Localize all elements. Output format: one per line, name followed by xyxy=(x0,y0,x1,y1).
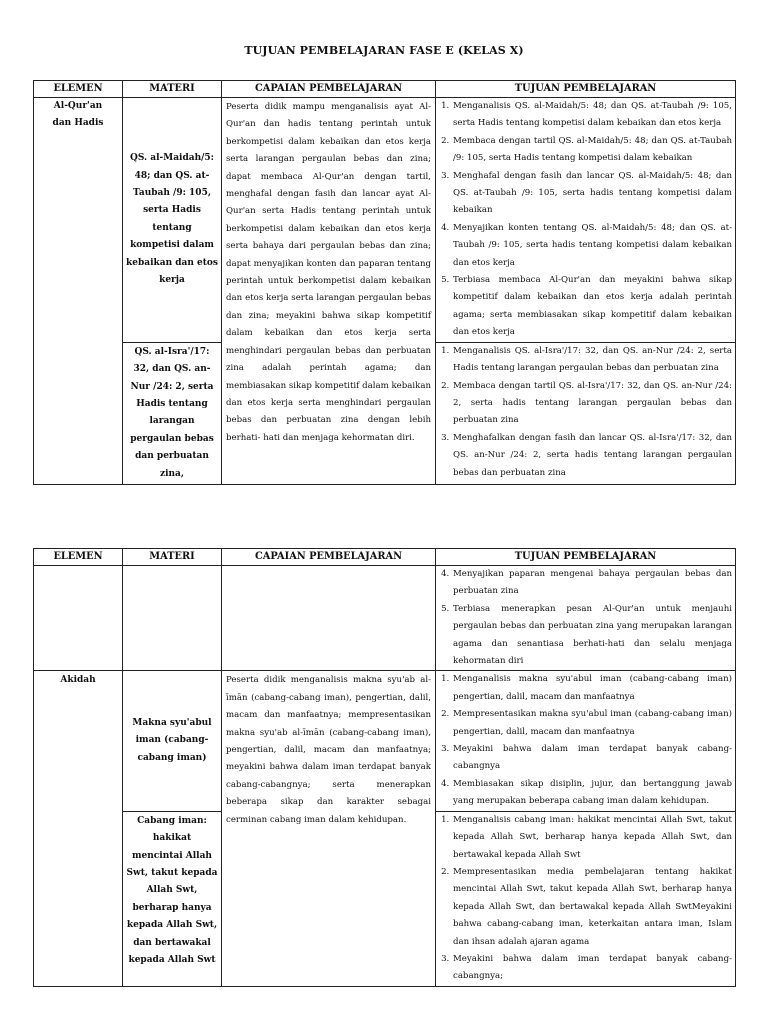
list-item: 5. Terbiasa membaca Al-Qur'an dan meyakini bahwa sikap kompetitif dalam kebaikan dan etos kerja adalah perintah agama; serta membiasakan sikap kompetitif dalam kebaikan dan etos kerja xyxy=(452,272,732,342)
tujuan-list xyxy=(436,343,732,482)
tujuan-cell xyxy=(436,811,736,986)
empty-cell xyxy=(222,566,436,671)
header-row xyxy=(34,549,736,566)
header-tujuan: TUJUAN PEMBELAJARAN xyxy=(436,549,736,566)
list-item: 1. Menganalisis makna syu'abul iman (cabang-cabang iman) pengertian, dalil, macam dan manfaatnya xyxy=(452,671,732,706)
list-item: 2. Mempresentasikan makna syu'abul iman (cabang-cabang iman) pengertian, dalil, macam dan manfaatnya xyxy=(452,706,732,741)
list-item: 3. Menghafalkan dengan fasih dan lancar QS. al-Isra'/17: 32, dan QS. an-Nur /24: 2, serta hadis tentang larangan pergaulan bebas dan perbuatan zina xyxy=(452,430,732,482)
table-row xyxy=(34,98,736,343)
list-item: 5. Terbiasa menerapkan pesan Al-Qur'an untuk menjauhi pergaulan bebas dan perbuatan zina yang merupakan larangan agama dan senantiasa berhati-hati dan selalu menjaga kehormatan diri xyxy=(452,601,732,671)
list-item: 3. Meyakini bahwa dalam iman terdapat banyak cabang-cabangnya; xyxy=(452,951,732,986)
header-row xyxy=(34,81,736,98)
list-item: 4. Membiasakan sikap disiplin, jujur, dan bertanggung jawab yang merupakan beberapa cabang iman dalam kehidupan. xyxy=(452,776,732,811)
table-row xyxy=(34,671,736,811)
tujuan-cell xyxy=(436,566,736,671)
capaian-cell: Peserta didik mampu menganalisis ayat Al-Qur'an dan hadis tentang perintah untuk berkompetisi dalam kebaikan dan etos kerja serta larangan pergaulan bebas dan zina; dapat membaca Al-Qur'an dengan tartil, menghafal dengan fasih dan lancar ayat Al-Qur'an serta Hadis tentang perintah untuk berkompetisi dalam kebaikan dan etos kerja serta bahaya dari pergaulan bebas dan zina; dapat menyajikan konten dan paparan tentang perintah untuk berkompetisi dalam kebaikan dan etos kerja serta larangan pergaulan bebas dan zina; meyakini bahwa sikap kompetitif dalam kebaikan dan etos kerja serta menghindari pergaulan bebas dan perbuatan zina adalah perintah agama; dan membiasakan sikap kompetitif dalam kebaikan dan etos kerja serta menghindari pergaulan bebas dan perbuatan zina dengan lebih berhati- hati dan menjaga kehormatan diri. xyxy=(222,98,436,485)
header-materi: MATERI xyxy=(123,549,222,566)
page-title: TUJUAN PEMBELAJARAN FASE E (KELAS X) xyxy=(244,44,524,57)
header-elemen: ELEMEN xyxy=(34,81,123,98)
table-row xyxy=(34,566,736,671)
list-item: 3. Meyakini bahwa dalam iman terdapat banyak cabang-cabangnya xyxy=(452,741,732,776)
list-item: 1. Menganalisis QS. al-Isra'/17: 32, dan QS. an-Nur /24: 2, serta Hadis tentang larangan pergaulan bebas dan perbuatan zina xyxy=(452,343,732,378)
list-item: 1. Menganalisis cabang iman: hakikat mencintai Allah Swt, takut kepada Allah Swt, berharap hanya kepada Allah Swt, dan bertawakal kepada Allah Swt xyxy=(452,812,732,864)
elemen-cell: Al-Qur'an dan Hadis xyxy=(34,98,123,485)
tujuan-cell xyxy=(436,98,736,343)
tujuan-list xyxy=(436,671,732,810)
materi-cell: Makna syu'abul iman (cabang-cabang iman) xyxy=(123,671,222,811)
list-item: 3. Menghafal dengan fasih dan lancar QS. al-Maidah/5: 48; dan QS. at-Taubah /9: 105, serta hadis tentang kompetisi dalam kebaikan xyxy=(452,168,732,220)
empty-cell xyxy=(34,566,123,671)
list-item: 4. Menyajikan konten tentang QS. al-Maidah/5: 48; dan QS. at-Taubah /9: 105, serta hadis tentang kompetisi dalam kebaikan dan etos kerja xyxy=(452,220,732,272)
list-item: 2. Membaca dengan tartil QS. al-Isra'/17: 32, dan QS. an-Nur /24: 2, serta hadis tentang larangan pergaulan bebas dan perbuatan zina xyxy=(452,378,732,430)
materi-cell: QS. al-Maidah/5: 48; dan QS. at-Taubah /9: 105, serta Hadis tentang kompetisi dalam kebaikan dan etos kerja xyxy=(123,98,222,343)
materi-cell: QS. al-Isra'/17: 32, dan QS. an-Nur /24: 2, serta Hadis tentang larangan pergaulan bebas dan perbuatan zina, xyxy=(123,342,222,484)
header-materi: MATERI xyxy=(123,81,222,98)
list-item: 2. Membaca dengan tartil QS. al-Maidah/5: 48; dan QS. at-Taubah /9: 105, serta Hadis tentang kompetisi dalam kebaikan xyxy=(452,133,732,168)
elemen-cell: Akidah xyxy=(34,671,123,986)
tujuan-cell xyxy=(436,342,736,484)
learning-objectives-table-2 xyxy=(33,548,736,987)
list-item: 2. Mempresentasikan media pembelajaran tentang hakikat mencintai Allah Swt, takut kepada Allah Swt, berharap hanya kepada Allah Swt, dan bertawakal kepada Allah SwtMeyakini bahwa cabang-cabang iman, keterkaitan antara iman, Islam dan ihsan adalah ajaran agama xyxy=(452,864,732,951)
list-item: 4. Menyajikan paparan mengenai bahaya pergaulan bebas dan perbuatan zina xyxy=(452,566,732,601)
tujuan-cell xyxy=(436,671,736,811)
header-capaian: CAPAIAN PEMBELAJARAN xyxy=(222,549,436,566)
capaian-cell: Peserta didik menganalisis makna syu'ab al-īmān (cabang-cabang iman), pengertian, dalil, macam dan manfaatnya; mempresentasikan makna syu'ab al-īmān (cabang-cabang iman), pengertian, dalil, macam dan manfaatnya; meyakini bahwa dalam iman terdapat banyak cabang-cabangnya; serta menerapkan beberapa sikap dan karakter sebagai cerminan cabang iman dalam kehidupan. xyxy=(222,671,436,986)
header-capaian: CAPAIAN PEMBELAJARAN xyxy=(222,81,436,98)
tujuan-list xyxy=(436,98,732,342)
tujuan-list xyxy=(436,812,732,986)
header-elemen: ELEMEN xyxy=(34,549,123,566)
learning-objectives-table-1 xyxy=(33,80,736,485)
list-item: 1. Menganalisis QS. al-Maidah/5: 48; dan QS. at-Taubah /9: 105, serta Hadis tentang kompetisi dalam kebaikan dan etos kerja xyxy=(452,98,732,133)
header-tujuan: TUJUAN PEMBELAJARAN xyxy=(436,81,736,98)
tujuan-list xyxy=(436,566,732,670)
empty-cell xyxy=(123,566,222,671)
materi-cell: Cabang iman: hakikat mencintai Allah Swt, takut kepada Allah Swt, berharap hanya kepada Allah Swt, dan bertawakal kepada Allah Swt xyxy=(123,811,222,986)
